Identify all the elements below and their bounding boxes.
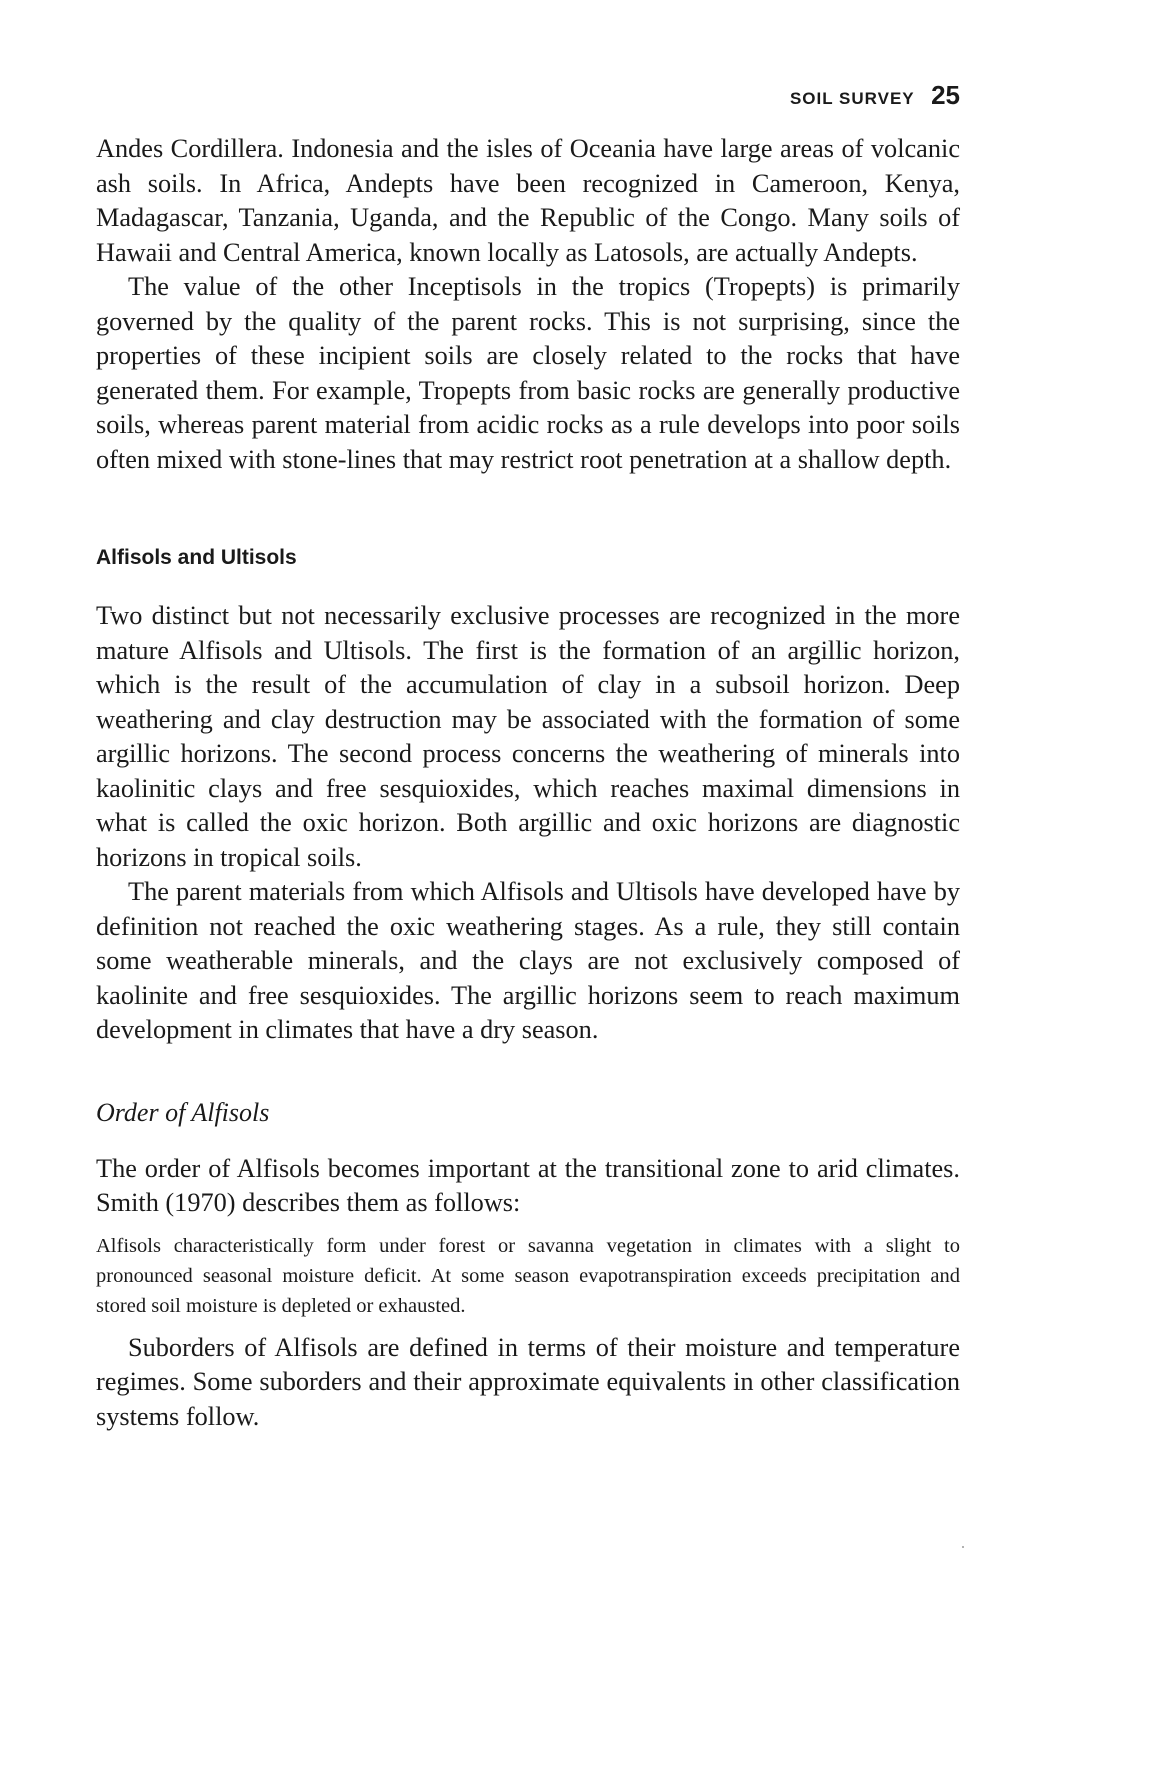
body-paragraph: The order of Alfisols becomes important at the transitional zone to arid climates. Smith (1970) describes them as follows: <box>96 1153 960 1217</box>
book-page <box>96 80 960 1434</box>
page-number: 25 <box>931 80 960 110</box>
body-paragraph: The parent materials from which Alfisols and Ultisols have developed have by definition not reached the oxic weathering stages. As a rule, they still contain some weatherable minerals, and the clays are not exclusively composed of kaolinite and free sesquioxides. The argillic horizons seem to reach maximum development in climates that have a dry season. <box>96 877 960 1044</box>
scan-speck <box>962 1546 964 1548</box>
body-paragraph: The value of the other Inceptisols in the tropics (Tropepts) is primarily governed by the quality of the parent rocks. This is not surprising, since the properties of these incipient soils are closely related to the rocks that have generated them. For example, Tropepts from basic rocks are generally productive soils, whereas parent material from acidic rocks as a rule develops into poor soils often mixed with stone-lines that may restrict root penetration at a shallow depth. <box>96 272 960 474</box>
body-paragraph: Two distinct but not necessarily exclusive processes are recognized in the more mature Alfisols and Ultisols. The first is the formation of an argillic horizon, which is the result of the accumulation of clay in a subsoil horizon. Deep weathering and clay destruction may be associated with the formation of some argillic horizons. The second process concerns the weathering of minerals into kaolinitic clays and free sesquioxides, which reaches maximal dimensions in what is called the oxic horizon. Both argillic and oxic horizons are diagnostic horizons in tropical soils. <box>96 601 960 872</box>
running-title: SOIL SURVEY <box>789 89 915 108</box>
body-paragraph: Suborders of Alfisols are defined in terms of their moisture and temperature regimes. Some suborders and their approximate equivalents in other classification systems follow. <box>96 1332 960 1431</box>
section-heading: Alfisols and Ultisols <box>96 546 297 569</box>
body-paragraph: Andes Cordillera. Indonesia and the isles of Oceania have large areas of volcanic ash soils. In Africa, Andepts have been recognized in Cameroon, Kenya, Madagascar, Tanzania, Uganda, and the Republic of the Congo. Many soils of Hawaii and Central America, known locally as Latosols, are actually Andepts. <box>96 134 960 267</box>
running-header <box>96 80 960 116</box>
subsection-heading: Order of Alfisols <box>96 1097 270 1127</box>
block-quote: Alfisols characteristically form under forest or savanna vegetation in climates with a slight to pronounced seasonal moisture deficit. At some season evapotranspiration exceeds precipitation and stored soil moisture is depleted or exhausted. <box>96 1234 960 1317</box>
